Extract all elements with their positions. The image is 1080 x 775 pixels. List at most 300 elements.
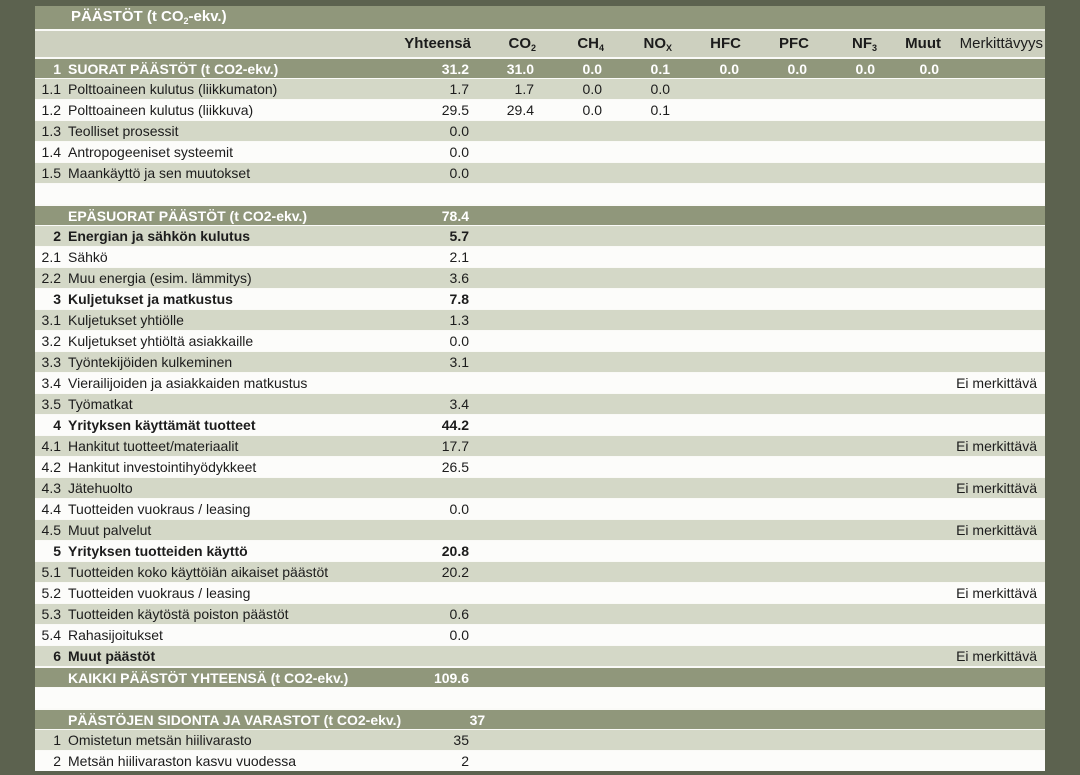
value-cell-muut xyxy=(881,310,945,330)
row-label: Antropogeeniset systeemit xyxy=(68,144,233,160)
value-cell-ch4 xyxy=(540,289,608,309)
value-cell-nf3 xyxy=(813,268,881,288)
value-cell-pfc xyxy=(745,247,813,267)
emissions-table xyxy=(35,6,1045,771)
value-cell-hfc xyxy=(676,310,745,330)
section-header-row xyxy=(35,57,1045,78)
row-number: 2 xyxy=(53,228,61,244)
value-cell-muut xyxy=(881,163,945,183)
value-cell-nox xyxy=(608,478,676,498)
value-cell-muut xyxy=(881,247,945,267)
value-cell-nox xyxy=(608,184,676,204)
significance-cell xyxy=(945,184,1045,204)
significance-cell xyxy=(945,206,1045,226)
table-row xyxy=(35,288,1045,309)
table-row xyxy=(35,435,1045,456)
value-cell-nf3 xyxy=(813,541,881,561)
row-number xyxy=(35,688,63,708)
value-cell-yhteensa: 0.6 xyxy=(449,606,469,622)
row-label: Metsän hiilivaraston kasvu vuodessa xyxy=(68,753,297,769)
significance-cell xyxy=(945,226,1045,246)
row-number: 5.2 xyxy=(41,585,61,601)
value-cell-muut xyxy=(881,352,945,372)
table-row xyxy=(35,393,1045,414)
row-label: Hankitut investointihyödykkeet xyxy=(68,459,257,475)
significance-cell xyxy=(945,268,1045,288)
value-cell-yhteensa: 0.0 xyxy=(449,123,469,139)
value-cell-muut xyxy=(881,730,945,750)
value-cell-nf3 xyxy=(813,583,881,603)
table-row xyxy=(35,729,1045,750)
value-cell-yhteensa xyxy=(385,583,475,603)
row-label: Polttoaineen kulutus (liikkuva) xyxy=(68,102,254,118)
row-number: 1 xyxy=(53,61,61,77)
value-cell-pfc xyxy=(745,499,813,519)
value-cell-nf3 xyxy=(813,520,881,540)
value-cell-nox xyxy=(608,289,676,309)
value-cell-nf3 xyxy=(813,121,881,141)
row-number: 1.3 xyxy=(41,123,61,139)
value-cell-pfc: 0.0 xyxy=(787,61,807,77)
value-cell-nf3 xyxy=(813,668,881,688)
value-cell-ch4 xyxy=(540,373,608,393)
row-label: Tuotteiden käytöstä poiston päästöt xyxy=(68,606,289,622)
value-cell-nf3 xyxy=(813,310,881,330)
value-cell-nox: 0.1 xyxy=(650,61,670,77)
row-label: Muut päästöt xyxy=(68,648,156,664)
value-cell-ch4 xyxy=(540,206,608,226)
column-header-pfc xyxy=(745,31,813,61)
value-cell-co2 xyxy=(475,436,540,456)
table-row xyxy=(35,519,1045,540)
value-cell-muut xyxy=(881,436,945,456)
row-number: 4.2 xyxy=(41,459,61,475)
value-cell-ch4 xyxy=(540,436,608,456)
value-cell-co2 xyxy=(475,520,540,540)
row-number xyxy=(35,668,63,688)
column-header-label: HFC xyxy=(710,35,741,52)
significance-cell xyxy=(945,457,1045,477)
value-cell-ch4 xyxy=(540,730,608,750)
value-cell-nf3 xyxy=(813,79,881,99)
value-cell-co2 xyxy=(475,688,540,708)
row-label: Sähkö xyxy=(68,249,108,265)
value-cell-ch4 xyxy=(540,625,608,645)
significance-cell xyxy=(945,142,1045,162)
value-cell-nox xyxy=(608,373,676,393)
value-cell-hfc xyxy=(676,289,745,309)
value-cell-nox xyxy=(608,352,676,372)
row-number: 4.4 xyxy=(41,501,61,517)
value-cell-pfc xyxy=(745,226,813,246)
column-header-muut xyxy=(881,31,945,61)
table-row xyxy=(35,78,1045,99)
row-label: SUORAT PÄÄSTÖT (t CO2-ekv.) xyxy=(68,61,279,77)
value-cell-hfc: 0.0 xyxy=(719,61,739,77)
value-cell-yhteensa xyxy=(385,184,475,204)
value-cell-muut xyxy=(881,457,945,477)
value-cell-ch4 xyxy=(540,310,608,330)
value-cell-yhteensa: 44.2 xyxy=(441,417,469,433)
significance-cell xyxy=(945,394,1045,414)
table-row xyxy=(35,162,1045,183)
value-cell-ch4 xyxy=(540,457,608,477)
value-cell-pfc xyxy=(745,604,813,624)
value-cell-muut xyxy=(881,289,945,309)
value-cell-nf3 xyxy=(813,226,881,246)
value-cell-co2 xyxy=(475,289,540,309)
column-header-merkittavyys xyxy=(945,31,1045,61)
column-header-hfc xyxy=(676,31,745,61)
value-cell-pfc xyxy=(745,352,813,372)
value-cell-nox xyxy=(608,226,676,246)
table-row xyxy=(35,456,1045,477)
value-cell-ch4 xyxy=(540,226,608,246)
section-header-row xyxy=(35,204,1045,225)
value-cell-muut xyxy=(881,583,945,603)
significance-cell xyxy=(945,163,1045,183)
value-cell-pfc xyxy=(745,688,813,708)
value-cell-muut xyxy=(881,331,945,351)
value-cell-hfc xyxy=(676,499,745,519)
value-cell-co2 xyxy=(475,625,540,645)
value-cell-nox: 0.1 xyxy=(650,102,670,118)
value-cell-muut xyxy=(897,710,961,730)
value-cell-nf3 xyxy=(813,163,881,183)
value-cell-pfc xyxy=(745,730,813,750)
value-cell-co2 xyxy=(475,751,540,771)
value-cell-yhteensa: 3.6 xyxy=(449,270,469,286)
row-label: PÄÄSTÖJEN SIDONTA JA VARASTOT (t CO2-ekv.) xyxy=(68,712,402,728)
value-cell-ch4 xyxy=(540,478,608,498)
value-cell-co2 xyxy=(475,415,540,435)
value-cell-yhteensa: 109.6 xyxy=(433,670,469,686)
value-cell-hfc xyxy=(676,394,745,414)
significance-cell xyxy=(961,710,1061,730)
value-cell-pfc xyxy=(745,478,813,498)
value-cell-pfc xyxy=(745,331,813,351)
value-cell-nox xyxy=(608,310,676,330)
column-header-nox xyxy=(608,31,676,61)
value-cell-muut xyxy=(881,520,945,540)
table-body xyxy=(35,57,1045,771)
column-header-nf3 xyxy=(813,31,881,61)
value-cell-co2 xyxy=(475,646,540,666)
value-cell-nf3 xyxy=(813,688,881,708)
value-cell-hfc xyxy=(676,751,745,771)
value-cell-nox xyxy=(608,247,676,267)
value-cell-yhteensa: 1.7 xyxy=(449,81,469,97)
value-cell-muut xyxy=(881,394,945,414)
value-cell-hfc xyxy=(676,331,745,351)
value-cell-co2 xyxy=(475,184,540,204)
value-cell-co2 xyxy=(475,604,540,624)
row-label: Kuljetukset ja matkustus xyxy=(68,291,233,307)
value-cell-yhteensa xyxy=(385,373,475,393)
table-row xyxy=(35,351,1045,372)
value-cell-nox xyxy=(608,646,676,666)
value-cell-hfc xyxy=(676,373,745,393)
row-label: Vierailijoiden ja asiakkaiden matkustus xyxy=(68,375,308,391)
value-cell-nf3 xyxy=(813,394,881,414)
value-cell-hfc xyxy=(676,646,745,666)
row-number: 4 xyxy=(53,417,61,433)
value-cell-nox xyxy=(608,206,676,226)
value-cell-ch4 xyxy=(540,247,608,267)
value-cell-co2 xyxy=(475,206,540,226)
value-cell-pfc xyxy=(761,710,829,730)
value-cell-nox xyxy=(608,730,676,750)
table-row xyxy=(35,267,1045,288)
value-cell-pfc xyxy=(745,394,813,414)
value-cell-hfc xyxy=(676,604,745,624)
significance-cell xyxy=(945,79,1045,99)
significance-cell xyxy=(945,289,1045,309)
value-cell-yhteensa: 1.3 xyxy=(449,312,469,328)
value-cell-yhteensa: 31.2 xyxy=(441,61,469,77)
value-cell-yhteensa: 2 xyxy=(461,753,469,769)
value-cell-nox xyxy=(608,751,676,771)
section-header-row xyxy=(35,708,1045,729)
value-cell-yhteensa: 2.1 xyxy=(449,249,469,265)
value-cell-ch4 xyxy=(540,668,608,688)
row-label: Tuotteiden vuokraus / leasing xyxy=(68,501,251,517)
value-cell-nox xyxy=(608,436,676,456)
row-number: 5.4 xyxy=(41,627,61,643)
value-cell-nf3 xyxy=(813,206,881,226)
value-cell-co2: 1.7 xyxy=(514,81,534,97)
table-row xyxy=(35,246,1045,267)
row-label: Teolliset prosessit xyxy=(68,123,179,139)
significance-cell xyxy=(945,310,1045,330)
blank-row xyxy=(35,183,1045,204)
value-cell-muut xyxy=(881,100,945,120)
value-cell-hfc xyxy=(676,79,745,99)
row-label xyxy=(63,184,385,204)
row-label: Tuotteiden koko käyttöiän aikaiset päästöt xyxy=(68,564,329,580)
value-cell-muut xyxy=(881,625,945,645)
value-cell-yhteensa: 26.5 xyxy=(441,459,469,475)
value-cell-hfc xyxy=(676,163,745,183)
value-cell-muut xyxy=(881,541,945,561)
value-cell-nox xyxy=(608,562,676,582)
value-cell-co2 xyxy=(475,730,540,750)
value-cell-hfc xyxy=(676,100,745,120)
value-cell-ch4 xyxy=(540,688,608,708)
significance-cell: Ei merkittävä xyxy=(956,375,1037,391)
row-label: EPÄSUORAT PÄÄSTÖT (t CO2-ekv.) xyxy=(68,208,308,224)
row-number: 3.3 xyxy=(41,354,61,370)
value-cell-co2: 29.4 xyxy=(506,102,534,118)
value-cell-ch4 xyxy=(540,184,608,204)
table-row xyxy=(35,582,1045,603)
value-cell-hfc xyxy=(676,478,745,498)
table-row xyxy=(35,414,1045,435)
row-label: Muut palvelut xyxy=(68,522,152,538)
column-header-label: NO xyxy=(643,35,666,52)
value-cell-co2 xyxy=(475,268,540,288)
value-cell-yhteensa: 5.7 xyxy=(449,228,469,244)
value-cell-ch4: 0.0 xyxy=(582,61,602,77)
value-cell-nf3 xyxy=(813,373,881,393)
value-cell-muut xyxy=(881,751,945,771)
row-number: 2 xyxy=(53,753,61,769)
column-header-label: Yhteensä xyxy=(404,35,471,52)
row-label: Yrityksen käyttämät tuotteet xyxy=(68,417,256,433)
value-cell-hfc xyxy=(676,415,745,435)
page-title xyxy=(63,6,1045,32)
value-cell-yhteensa: 37 xyxy=(469,712,486,728)
row-number: 1.4 xyxy=(41,144,61,160)
row-label: Rahasijoitukset xyxy=(68,627,163,643)
value-cell-ch4 xyxy=(556,710,624,730)
significance-cell xyxy=(945,541,1045,561)
value-cell-pfc xyxy=(745,206,813,226)
value-cell-ch4 xyxy=(540,562,608,582)
value-cell-hfc xyxy=(676,268,745,288)
value-cell-nf3 xyxy=(813,289,881,309)
value-cell-ch4 xyxy=(540,604,608,624)
value-cell-hfc xyxy=(676,247,745,267)
row-number xyxy=(35,710,63,730)
significance-cell xyxy=(945,247,1045,267)
blank-row xyxy=(35,687,1045,708)
column-header-yhteensa xyxy=(385,31,475,61)
value-cell-muut xyxy=(881,499,945,519)
row-label xyxy=(63,688,385,708)
value-cell-co2: 31.0 xyxy=(506,61,534,77)
table-row xyxy=(35,645,1045,666)
value-cell-muut xyxy=(881,688,945,708)
value-cell-co2 xyxy=(475,394,540,414)
value-cell-muut xyxy=(881,268,945,288)
significance-cell xyxy=(945,730,1045,750)
value-cell-yhteensa: 7.8 xyxy=(449,291,469,307)
title-spacer xyxy=(35,6,63,32)
value-cell-nox xyxy=(608,394,676,414)
value-cell-muut xyxy=(881,142,945,162)
column-header-subscript: 3 xyxy=(871,43,877,53)
value-cell-nf3 xyxy=(813,352,881,372)
value-cell-co2 xyxy=(475,226,540,246)
value-cell-hfc xyxy=(676,520,745,540)
value-cell-nox xyxy=(624,710,692,730)
column-header-label: CH xyxy=(577,35,599,52)
value-cell-co2 xyxy=(475,478,540,498)
value-cell-yhteensa: 29.5 xyxy=(441,102,469,118)
row-number: 4.5 xyxy=(41,522,61,538)
value-cell-ch4 xyxy=(540,163,608,183)
value-cell-hfc xyxy=(676,541,745,561)
row-label: Työmatkat xyxy=(68,396,133,412)
value-cell-yhteensa xyxy=(385,520,475,540)
value-cell-hfc xyxy=(676,436,745,456)
significance-cell xyxy=(945,121,1045,141)
value-cell-nox xyxy=(608,121,676,141)
significance-cell xyxy=(945,668,1045,688)
value-cell-hfc xyxy=(676,226,745,246)
row-label: Jätehuolto xyxy=(68,480,133,496)
row-label: Yrityksen tuotteiden käyttö xyxy=(68,543,248,559)
value-cell-hfc xyxy=(676,352,745,372)
value-cell-ch4 xyxy=(540,394,608,414)
value-cell-nox xyxy=(608,415,676,435)
value-cell-nox xyxy=(608,268,676,288)
value-cell-hfc xyxy=(676,688,745,708)
value-cell-pfc xyxy=(745,184,813,204)
value-cell-nf3 xyxy=(813,751,881,771)
value-cell-muut xyxy=(881,121,945,141)
column-header-label: CO xyxy=(508,35,531,52)
row-number: 3.5 xyxy=(41,396,61,412)
table-title-bar xyxy=(35,6,1045,29)
table-row xyxy=(35,603,1045,624)
column-header-label: Merkittävyys xyxy=(959,35,1043,52)
value-cell-yhteensa: 20.8 xyxy=(441,543,469,559)
value-cell-co2 xyxy=(475,121,540,141)
value-cell-ch4 xyxy=(540,583,608,603)
value-cell-yhteensa: 20.2 xyxy=(441,564,469,580)
significance-cell xyxy=(945,688,1045,708)
value-cell-pfc xyxy=(745,625,813,645)
value-cell-nox xyxy=(608,331,676,351)
value-cell-nf3 xyxy=(813,142,881,162)
column-header-subscript: X xyxy=(665,43,672,53)
row-number: 1 xyxy=(53,732,61,748)
significance-cell: Ei merkittävä xyxy=(956,480,1037,496)
value-cell-co2 xyxy=(475,668,540,688)
column-header-ch4 xyxy=(540,31,608,61)
value-cell-pfc xyxy=(745,121,813,141)
value-cell-nox xyxy=(608,583,676,603)
value-cell-nf3 xyxy=(813,604,881,624)
value-cell-nox xyxy=(608,625,676,645)
row-number xyxy=(35,206,63,226)
row-label: KAIKKI PÄÄSTÖT YHTEENSÄ (t CO2-ekv.) xyxy=(68,670,349,686)
value-cell-hfc xyxy=(676,121,745,141)
value-cell-nox xyxy=(608,163,676,183)
section-header-row xyxy=(35,666,1045,687)
table-row xyxy=(35,477,1045,498)
value-cell-muut xyxy=(881,668,945,688)
value-cell-ch4 xyxy=(540,268,608,288)
value-cell-yhteensa xyxy=(385,646,475,666)
significance-cell: Ei merkittävä xyxy=(956,522,1037,538)
value-cell-pfc xyxy=(745,520,813,540)
value-cell-co2 xyxy=(475,457,540,477)
significance-cell xyxy=(945,751,1045,771)
row-label: Kuljetukset yhtiölle xyxy=(68,312,184,328)
value-cell-co2 xyxy=(475,310,540,330)
value-cell-pfc xyxy=(745,289,813,309)
significance-cell: Ei merkittävä xyxy=(956,648,1037,664)
value-cell-hfc xyxy=(676,730,745,750)
value-cell-co2 xyxy=(475,142,540,162)
value-cell-yhteensa xyxy=(385,478,475,498)
value-cell-ch4 xyxy=(540,646,608,666)
value-cell-nox xyxy=(608,457,676,477)
row-number xyxy=(35,184,63,204)
value-cell-nf3 xyxy=(829,710,897,730)
row-label: Muu energia (esim. lämmitys) xyxy=(68,270,252,286)
value-cell-pfc xyxy=(745,436,813,456)
page-title-text: PÄÄSTÖT (t CO xyxy=(71,8,184,25)
value-cell-hfc xyxy=(676,142,745,162)
value-cell-muut xyxy=(881,478,945,498)
row-number: 4.1 xyxy=(41,438,61,454)
row-number: 3.4 xyxy=(41,375,61,391)
value-cell-yhteensa: 3.4 xyxy=(449,396,469,412)
